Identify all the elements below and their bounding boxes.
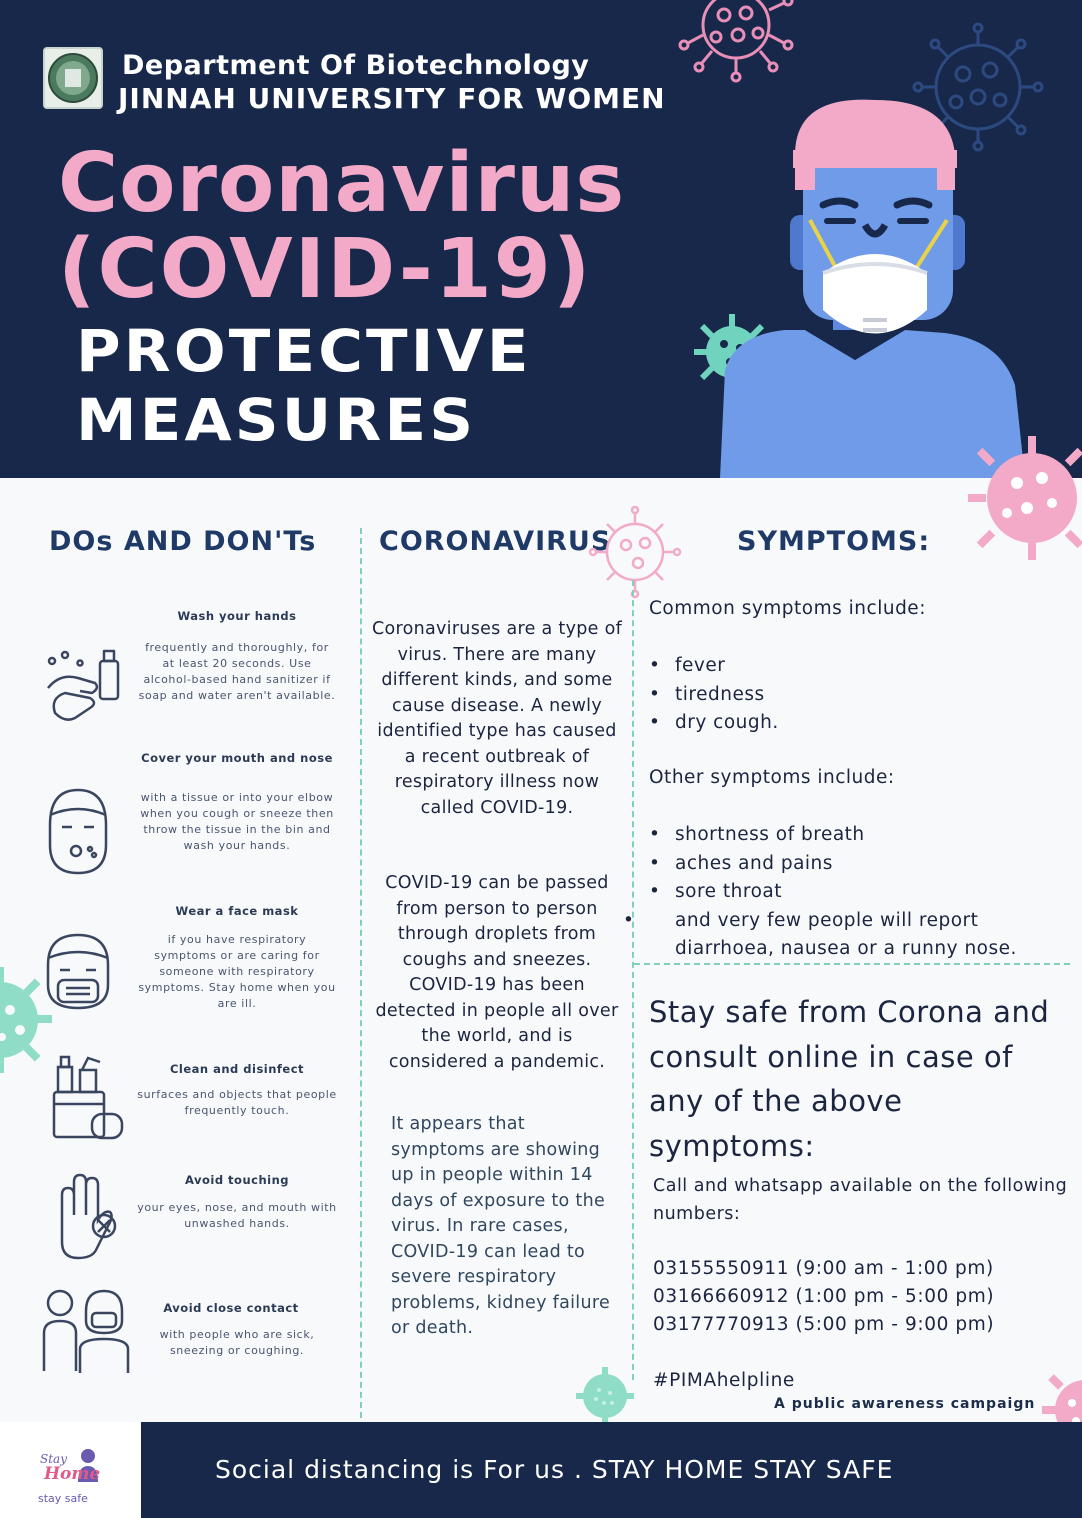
common-symptoms-list	[649, 652, 779, 738]
virus-teal-small-icon	[574, 1365, 636, 1427]
common-symptoms-label: Common symptoms include:	[649, 598, 926, 619]
do-title: Cover your mouth and nose	[141, 751, 333, 765]
list-item: • aches and pains	[649, 850, 1059, 879]
virus-teal-left-icon	[0, 965, 55, 1075]
do-title: Wash your hands	[177, 609, 297, 623]
coronavirus-para3: It appears that symptoms are showing up in people within 14 days of exposure to the virus. In rare cases, COVID-19 can lead to severe respiratory problems, kidney failure or death.	[391, 1114, 611, 1338]
phone-number[interactable]: 03155550911 (9:00 am - 1:00 pm)	[653, 1258, 994, 1279]
list-item: • shortness of breath	[649, 821, 1059, 850]
title-coronavirus: Coronavirus	[58, 136, 626, 231]
stay-home-logo-home: Home	[44, 1464, 101, 1484]
hand-wash-icon	[40, 643, 125, 723]
list-item: • and very few people will report diarrhoea, nausea or a runny nose.	[649, 907, 1059, 964]
coronavirus-para2: COVID-19 can be passed from person to person through droplets from coughs and sneezes. COVID-19 has been detected in people all over the world, and is considered a pandemic.	[375, 873, 619, 1072]
do-text: with people who are sick, sneezing or coughing.	[159, 1328, 315, 1357]
coronavirus-heading: CORONAVIRUS	[379, 526, 612, 557]
title-covid19: (COVID-19)	[58, 222, 593, 317]
hero-banner	[0, 0, 1082, 478]
do-title: Clean and disinfect	[169, 1062, 305, 1076]
university-logo	[43, 47, 103, 109]
no-touch-hand-icon	[48, 1170, 123, 1262]
do-title: Avoid touching	[184, 1173, 289, 1187]
stay-home-logo-stay: Stay	[40, 1452, 67, 1466]
dos-donts-heading: DOs AND DON'Ts	[49, 526, 317, 557]
department-name: Department Of Biotechnology	[122, 50, 590, 81]
people-contact-icon	[40, 1283, 132, 1378]
list-item: • sore throat	[649, 878, 1059, 907]
virus-outline-pink-icon	[672, 0, 802, 85]
phone-number[interactable]: 03166660912 (1:00 pm - 5:00 pm)	[653, 1286, 995, 1307]
do-text: if you have respiratory symptoms or are caring for someone with respiratory symptoms. Stay home when you are ill.	[138, 933, 336, 1010]
subtitle-measures: MEASURES	[76, 386, 477, 454]
other-symptoms-label: Other symptoms include:	[649, 767, 895, 788]
cleaning-supplies-icon	[48, 1052, 128, 1144]
list-item: • fever	[649, 652, 779, 681]
do-title: Wear a face mask	[175, 904, 299, 918]
university-name: JINNAH UNIVERSITY FOR WOMEN	[118, 82, 666, 115]
do-text: your eyes, nose, and mouth with unwashed hands.	[137, 1201, 337, 1230]
cough-face-icon	[40, 785, 115, 877]
other-symptoms-list	[649, 821, 1059, 964]
coronavirus-para1: Coronaviruses are a type of virus. There are many different kinds, and some cause disease. A newly identified type has caused a recent outbreak of respiratory illness now called COVID-19.	[371, 619, 623, 818]
do-text: frequently and thoroughly, for at least 20 seconds. Use alcohol-based hand sanitizer if soap and water aren't available.	[138, 641, 336, 702]
symptoms-heading: SYMPTOMS:	[737, 526, 931, 557]
call-info: Call and whatsapp available on the following numbers:	[653, 1176, 1068, 1224]
footer-slogan: Social distancing is For us . STAY HOME STAY SAFE	[215, 1455, 894, 1484]
subtitle-protective: PROTECTIVE	[76, 317, 532, 385]
list-item: • tiredness	[649, 681, 779, 710]
column-divider-left	[360, 528, 362, 1418]
do-text: surfaces and objects that people frequently touch.	[137, 1088, 337, 1117]
masked-person-illustration	[715, 95, 1045, 478]
virus-outline-pink-small-icon	[588, 505, 683, 600]
university-emblem-icon	[45, 49, 101, 107]
do-text: with a tissue or into your elbow when you cough or sneeze then throw the tissue in the bin and wash your hands.	[140, 791, 334, 852]
do-title: Avoid close contact	[163, 1301, 299, 1315]
helpline-hashtag: #PIMAhelpline	[653, 1370, 795, 1391]
stay-safe-message: Stay safe from Corona and consult online in case of any of the above symptoms:	[649, 995, 1050, 1163]
campaign-label: A public awareness campaign	[774, 1396, 1036, 1412]
column-divider-right	[632, 580, 634, 1380]
virus-pink-icon	[962, 428, 1082, 568]
phone-number[interactable]: 03177770913 (5:00 pm - 9:00 pm)	[653, 1314, 995, 1335]
list-item: • dry cough.	[649, 709, 779, 738]
stay-home-logo	[0, 1422, 141, 1518]
stay-home-logo-safe: stay safe	[38, 1492, 88, 1505]
